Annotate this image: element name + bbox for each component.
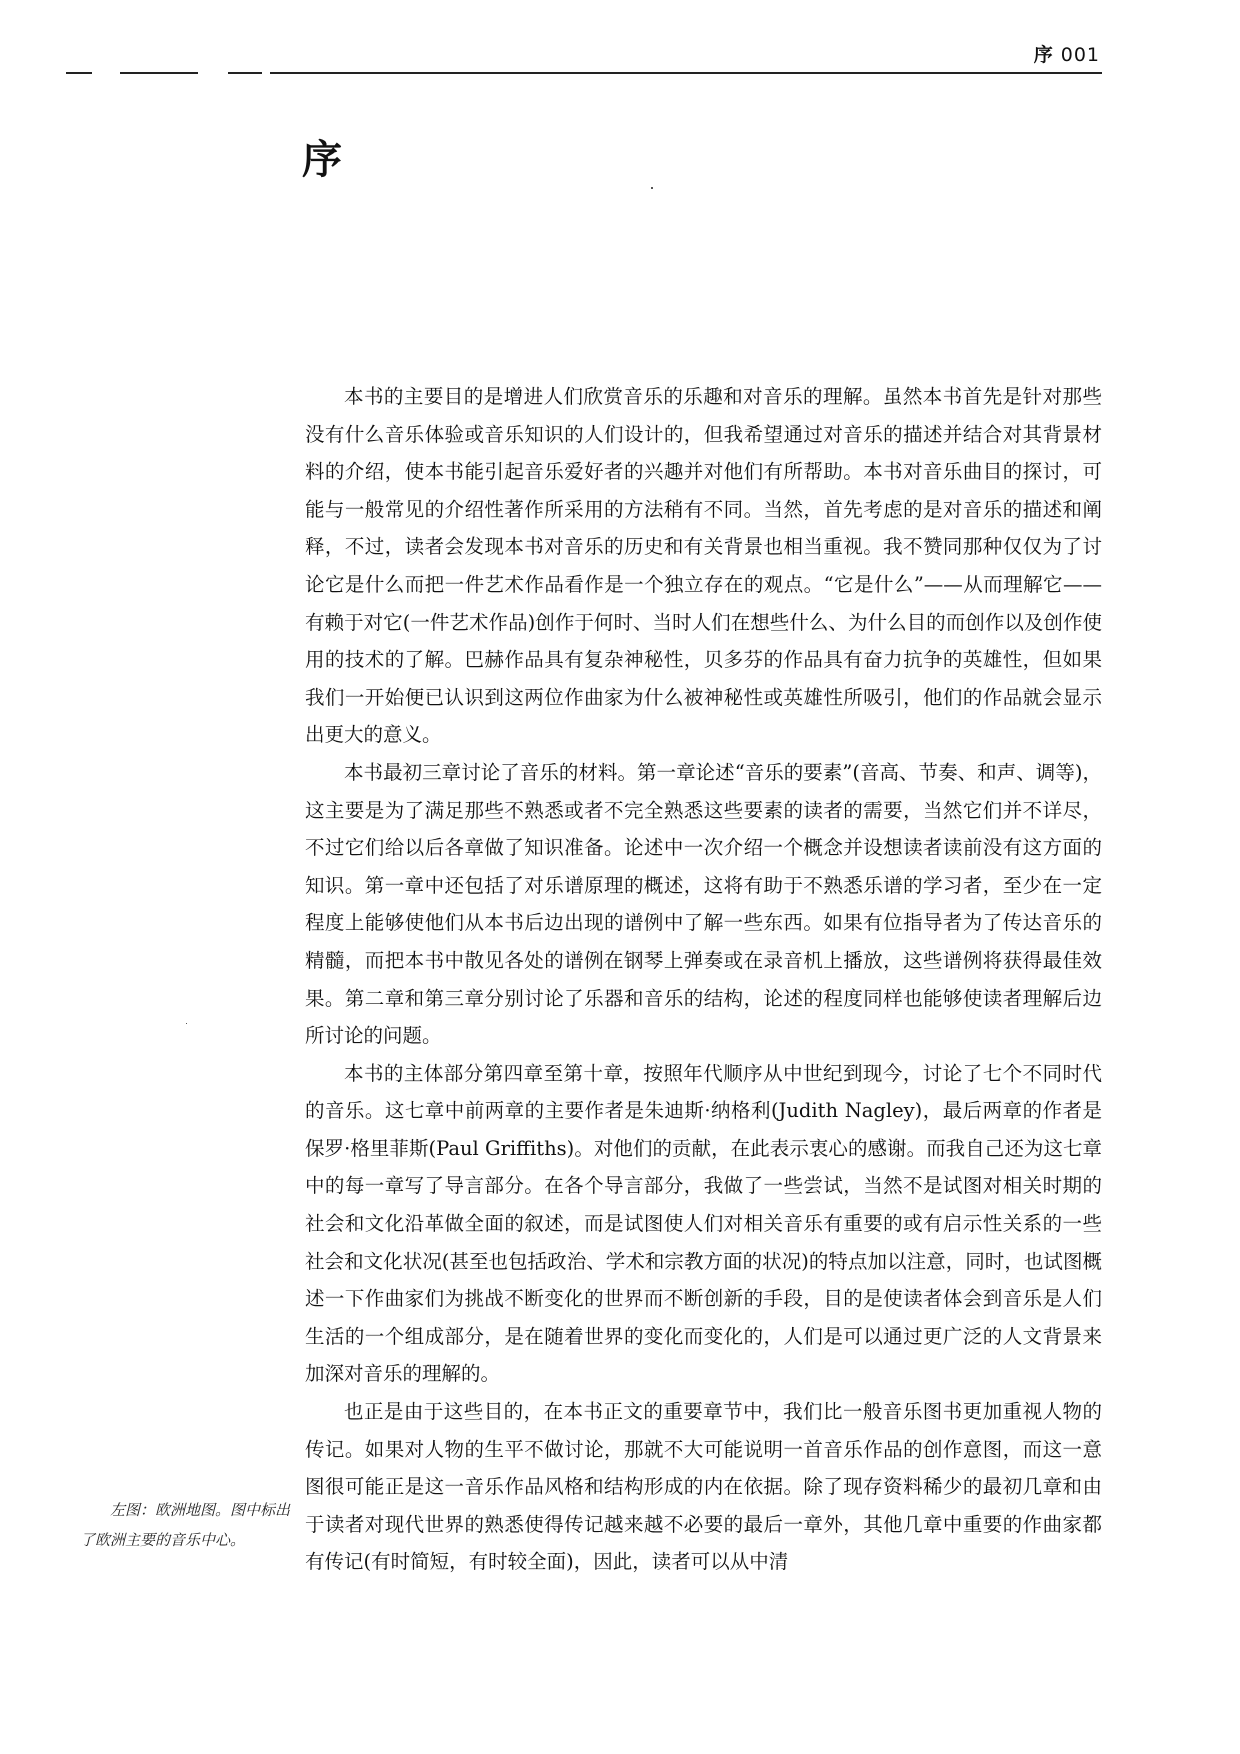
body-text (305, 378, 1102, 1581)
body-paragraph: 本书最初三章讨论了音乐的材料。第一章论述“音乐的要素”(音高、节奏、和声、调等)，这主要是为了满足那些不熟悉或者不完全熟悉这些要素的读者的需要，当然它们并不详尽，不过它们给以后各章做了知识准备。论述中一次介绍一个概念并设想读者读前没有这方面的知识。第一章中还包括了对乐谱原理的概述，这将有助于不熟悉乐谱的学习者，至少在一定程度上能够使他们从本书后边出现的谱例中了解一些东西。如果有位指导者为了传达音乐的精髓，而把本书中散见各处的谱例在钢琴上弹奏或在录音机上播放，这些谱例将获得最佳效果。第二章和第三章分别讨论了乐器和音乐的结构，论述的程度同样也能够使读者理解后边所讨论的问题。 (305, 760, 1102, 1048)
header-rule-gap (262, 70, 270, 76)
body-paragraph: 本书的主要目的是增进人们欣赏音乐的乐趣和对音乐的理解。虽然本书首先是针对那些没有什么音乐体验或音乐知识的人们设计的，但我希望通过对音乐的描述并结合对其背景材料的介绍，使本书能引起音乐爱好者的兴趣并对他们有所帮助。本书对音乐曲目的探讨，可能与一般常见的介绍性著作所采用的方法稍有不同。当然，首先考虑的是对音乐的描述和阐释，不过，读者会发现本书对音乐的历史和有关背景也相当重视。我不赞同那种仅仅为了讨论它是什么而把一件艺术作品看作是一个独立存在的观点。“它是什么”——从而理解它——有赖于对它(一件艺术作品)创作于何时、当时人们在想些什么、为什么目的而创作以及创作使用的技术的了解。巴赫作品具有复杂神秘性，贝多芬的作品具有奋力抗争的英雄性，但如果我们一开始便已认识到这两位作曲家为什么被神秘性或英雄性所吸引，他们的作品就会显示出更大的意义。 (305, 385, 1102, 747)
body-paragraph: 本书的主体部分第四章至第十章，按照年代顺序从中世纪到现今，讨论了七个不同时代的音乐。这七章中前两章的主要作者是朱迪斯·纳格利(Judith Nagley)，最后两章的作者是保罗·格里菲斯(Paul Griffiths)。对他们的贡献，在此表示衷心的感谢。而我自己还为这七章中的每一章写了导言部分。在各个导言部分，我做了一些尝试，当然不是试图对相关时期的社会和文化沿革做全面的叙述，而是试图使人们对相关音乐有重要的或有启示性关系的一些社会和文化状况(甚至也包括政治、学术和宗教方面的状况)的特点加以注意，同时，也试图概述一下作曲家们为挑战不断变化的世界而不断创新的手段，目的是使读者体会到音乐是人们生活的一个组成部分，是在随着世界的变化而变化的，人们是可以通过更广泛的人文背景来加深对音乐的理解的。 (305, 1061, 1102, 1386)
running-head (1034, 40, 1100, 67)
body-paragraph: 也正是由于这些目的，在本书正文的重要章节中，我们比一般音乐图书更加重视人物的传记。如果对人物的生平不做讨论，那就不大可能说明一首音乐作品的创作意图，而这一意图很可能正是这一音乐作品风格和结构形成的内在依据。除了现存资料稀少的最初几章和由于读者对现代世界的熟悉使得传记越来越不必要的最后一章外，其他几章中重要的作曲家都有传记(有时简短，有时较全面)，因此，读者可以从中清 (305, 1400, 1102, 1574)
scan-speck (651, 187, 653, 189)
page-number: 001 (1060, 44, 1100, 66)
running-title: 序 (1033, 44, 1055, 66)
chapter-title: 序 (302, 136, 342, 183)
header-rule-gap (198, 70, 228, 76)
header-rule-gap (92, 70, 120, 76)
map-caption: 左图：欧洲地图。图中标出了欧洲主要的音乐中心。 (80, 1501, 291, 1549)
scan-speck (186, 1023, 187, 1024)
